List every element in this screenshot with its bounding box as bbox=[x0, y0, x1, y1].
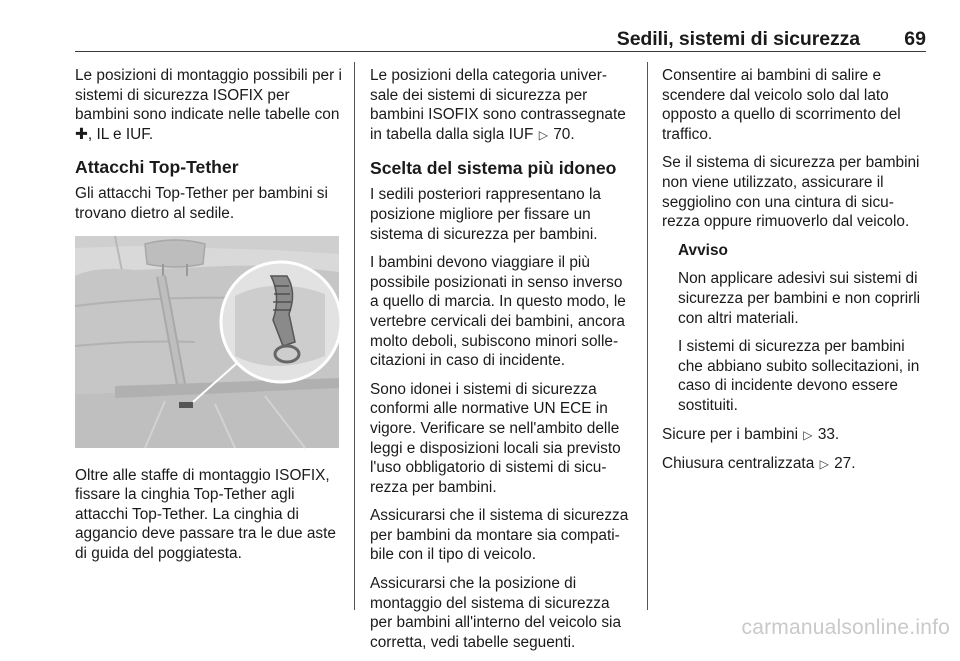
top-tether-illustration bbox=[75, 236, 339, 448]
isofix-intro-paragraph: Le posizioni di montaggio possibili per i sistemi di sicurezza ISOFIX per bambini sono indicate nelle tabelle con ✚, IL e IUF. bbox=[75, 67, 342, 143]
child-locks-reference: Sicure per i bambini ▷ 33. bbox=[662, 425, 927, 446]
section-title: Sedili, sistemi di sicurezza bbox=[616, 28, 860, 50]
page-reference-link[interactable]: 33. bbox=[817, 425, 840, 443]
page-header bbox=[75, 24, 926, 52]
column-3 bbox=[662, 66, 927, 484]
rear-seats-paragraph: I sedili posteriori rappresentano la posizione migliore per fissare un sistema di sicurezza per bambini. bbox=[370, 186, 601, 243]
standards-paragraph: Sono idonei i sistemi di sicurezza conformi alle normative UN ECE in vigore. Verificare se nell'ambito delle leggi e disposizioni locali sia previsto l'uso obbligatorio di sistemi di sicu-rezza per bambini. bbox=[370, 380, 621, 496]
notice-block bbox=[662, 241, 927, 416]
mounting-position-paragraph: Assicurarsi che la posizione di montaggio del sistema di sicurezza per bambini all'interno del veicolo sia corretta, vedi tabelle seguenti. bbox=[370, 575, 622, 651]
cross-symbol-icon: ✚ bbox=[75, 125, 88, 143]
column-divider bbox=[354, 62, 355, 610]
unused-seat-paragraph: Se il sistema di sicurezza per bambini non viene utilizzato, assicurare il seggiolino con una cintura di sicu-rezza oppure rimuoverlo dal veicolo. bbox=[662, 154, 920, 231]
column-divider bbox=[647, 62, 648, 610]
top-tether-heading: Attacchi Top-Tether bbox=[75, 157, 239, 178]
page-reference-arrow-icon: ▷ bbox=[819, 457, 829, 472]
page-reference-arrow-icon: ▷ bbox=[803, 427, 813, 442]
page-number: 69 bbox=[904, 28, 926, 50]
central-locking-reference: Chiusura centralizzata ▷ 27. bbox=[662, 454, 927, 475]
rear-facing-paragraph: I bambini devono viaggiare il più possibile posizionati in senso inverso a quello di marcia. In questo modo, le vertebre cervicali dei bambini, ancora molto deboli, subiscono minori solle-citazioni in caso di incidente. bbox=[370, 254, 626, 370]
system-choice-heading: Scelta del sistema più idoneo bbox=[370, 158, 617, 179]
page-reference-link[interactable]: 27. bbox=[834, 455, 856, 473]
notice-replace-paragraph: I sistemi di sicurezza per bambini che abbiano subito sollecitazioni, in caso di incidente devono essere sostituiti. bbox=[678, 338, 920, 414]
notice-stickers-paragraph: Non applicare adesivi sui sistemi di sicurezza per bambini e non coprirli con altri materiali. bbox=[678, 270, 921, 327]
compatibility-paragraph: Assicurarsi che il sistema di sicurezza per bambini da montare sia compati-bile con il tipo di veicolo. bbox=[370, 507, 629, 564]
site-watermark: carmanualsonline.info bbox=[741, 616, 950, 639]
traffic-side-paragraph: Consentire ai bambini di salire e scendere dal veicolo solo dal lato opposto a quello di scorrimento del traffico. bbox=[662, 67, 901, 143]
column-2 bbox=[370, 66, 634, 661]
notice-title: Avviso bbox=[678, 241, 728, 259]
page-reference-link[interactable]: 70. bbox=[553, 125, 575, 143]
page-reference-arrow-icon: ▷ bbox=[538, 127, 548, 142]
top-tether-paragraph: Gli attacchi Top-Tether per bambini si trovano dietro al sedile. bbox=[75, 185, 328, 222]
tether-fastening-paragraph: Oltre alle staffe di montaggio ISOFIX, fissare la cinghia Top-Tether agli attacchi Top-Tether. La cinghia di aggancio deve passare tra le due aste di guida del poggiatesta. bbox=[75, 466, 336, 562]
iuf-paragraph: Le posizioni della categoria univer-sale dei sistemi di sicurezza per bambini ISOFIX sono contrassegnate in tabella dalla sigla IUF ▷ 70. bbox=[370, 66, 634, 145]
column-1 bbox=[75, 66, 343, 573]
